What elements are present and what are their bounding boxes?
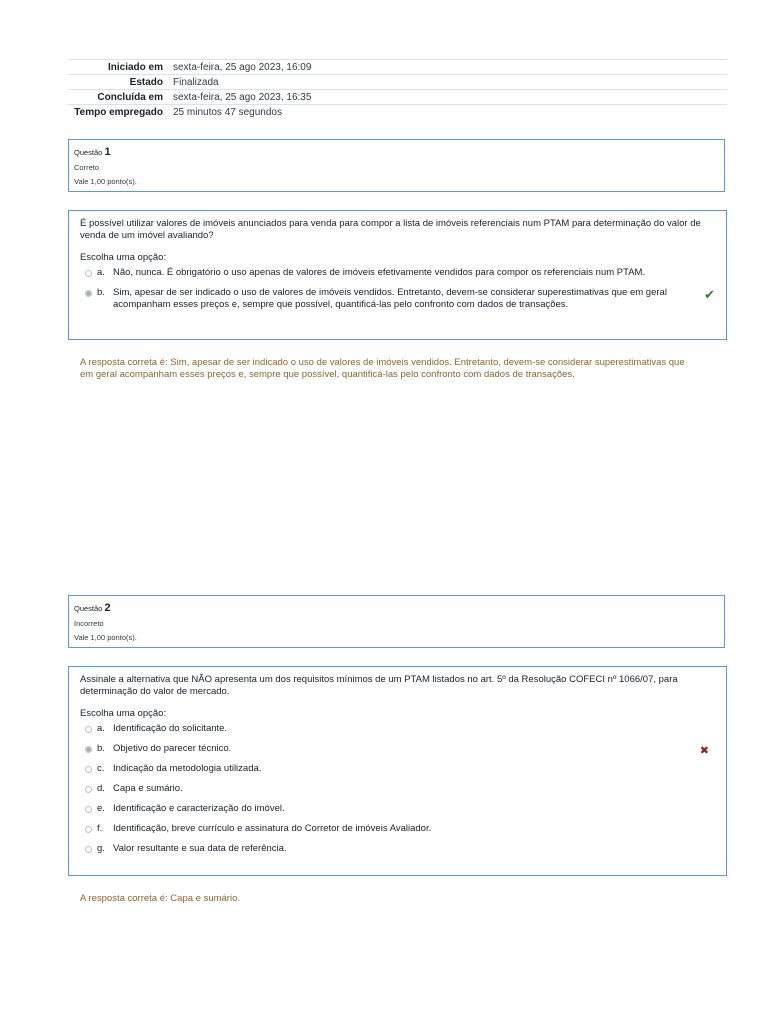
question-number-value: 1 <box>104 146 111 158</box>
option-letter: b. <box>97 287 105 298</box>
radio-button[interactable] <box>85 846 92 853</box>
summary-row-state <box>68 74 727 89</box>
radio-button[interactable] <box>85 726 92 733</box>
question-text: Assinale a alternativa que NÃO apresenta um dos requisitos mínimos de um PTAM listados no art. 5º da Resolução COFECI nº 1066/07, para determinação do valor de mercado. <box>80 674 678 697</box>
answer-option-a[interactable] <box>80 723 715 735</box>
radio-button-selected[interactable] <box>85 290 92 297</box>
question-number <box>74 602 724 614</box>
radio-button[interactable] <box>85 766 92 773</box>
option-text: Identificação e caracterização do imóvel. <box>113 803 285 814</box>
summary-value: Finalizada <box>173 76 219 88</box>
choose-option-prompt: Escolha uma opção: <box>80 708 167 719</box>
question-label: Questão <box>74 604 103 613</box>
answer-option-e[interactable] <box>80 803 715 815</box>
question-2-info <box>68 595 725 648</box>
answer-option-d[interactable] <box>80 783 715 795</box>
question-1-info <box>68 139 725 192</box>
option-text: Sim, apesar de ser indicado o uso de valores de imóveis vendidos. Entretanto, devem-se considerar superestimativas que em geral acompanham esses preços e, sempre que possível, quantificá-las pelo confronto com dados de transações. <box>113 287 667 310</box>
right-answer-feedback: A resposta correta é: Sim, apesar de ser indicado o uso de valores de imóveis vendidos. Entretanto, devem-se considerar superestimativas que em geral acompanham esses preços e, sempre que possível, quantificá-las pelo confronto com dados de transações. <box>80 357 685 380</box>
summary-value: sexta-feira, 25 ago 2023, 16:09 <box>173 61 312 73</box>
option-text: Indicação da metodologia utilizada. <box>113 763 262 774</box>
question-number <box>74 146 724 158</box>
question-number-value: 2 <box>104 602 111 614</box>
question-state: Incorreto <box>74 619 104 628</box>
option-letter: a. <box>97 723 105 734</box>
summary-row-started <box>68 59 727 74</box>
summary-label: Tempo empregado <box>74 106 163 118</box>
answer-option-c[interactable] <box>80 763 715 775</box>
summary-value: sexta-feira, 25 ago 2023, 16:35 <box>173 91 312 103</box>
question-grade: Vale 1,00 ponto(s). <box>74 177 137 186</box>
radio-button[interactable] <box>85 270 92 277</box>
question-text: É possível utilizar valores de imóveis anunciados para venda para compor a lista de imóveis referenciais num PTAM para determinação do valor de venda de um imóvel avaliando? <box>80 218 701 241</box>
summary-row-time <box>68 104 727 119</box>
option-letter: e. <box>97 803 105 814</box>
option-letter: c. <box>97 763 105 774</box>
question-label: Questão <box>74 148 103 157</box>
answer-option-a[interactable] <box>80 267 715 279</box>
radio-button[interactable] <box>85 806 92 813</box>
option-text: Identificação, breve currículo e assinatura do Corretor de imóveis Avaliador. <box>113 823 432 834</box>
answer-option-g[interactable] <box>80 843 715 855</box>
check-icon: ✔ <box>704 287 715 302</box>
option-text: Capa e sumário. <box>113 783 183 794</box>
option-letter: a. <box>97 267 105 278</box>
option-text: Identificação do solicitante. <box>113 723 228 734</box>
summary-value: 25 minutos 47 segundos <box>173 106 282 118</box>
option-text: Valor resultante e sua data de referência. <box>113 843 287 854</box>
question-grade: Vale 1,00 ponto(s). <box>74 633 137 642</box>
attempt-summary <box>68 59 727 119</box>
question-1-content <box>68 210 727 340</box>
option-letter: g. <box>97 843 105 854</box>
summary-label: Iniciado em <box>107 61 163 73</box>
cross-icon: ✖ <box>699 745 709 757</box>
radio-button[interactable] <box>85 826 92 833</box>
summary-label: Estado <box>129 76 163 88</box>
summary-label: Concluída em <box>97 91 163 103</box>
answer-option-b[interactable] <box>80 287 715 311</box>
right-answer-feedback: A resposta correta é: Capa e sumário. <box>80 893 240 904</box>
question-state: Correto <box>74 163 100 172</box>
option-letter: f. <box>97 823 103 834</box>
answer-option-b[interactable] <box>80 743 715 755</box>
option-text: Não, nunca. É obrigatório o uso apenas de valores de imóveis efetivamente vendidos para compor os referenciais num PTAM. <box>113 267 646 278</box>
summary-row-completed <box>68 89 727 104</box>
question-2-content <box>68 666 727 876</box>
option-text: Objetivo do parecer técnico. <box>113 743 232 754</box>
option-letter: b. <box>97 743 105 754</box>
radio-button-selected[interactable] <box>85 746 92 753</box>
option-letter: d. <box>97 783 105 794</box>
radio-button[interactable] <box>85 786 92 793</box>
answer-option-f[interactable] <box>80 823 715 835</box>
choose-option-prompt: Escolha uma opção: <box>80 252 167 263</box>
